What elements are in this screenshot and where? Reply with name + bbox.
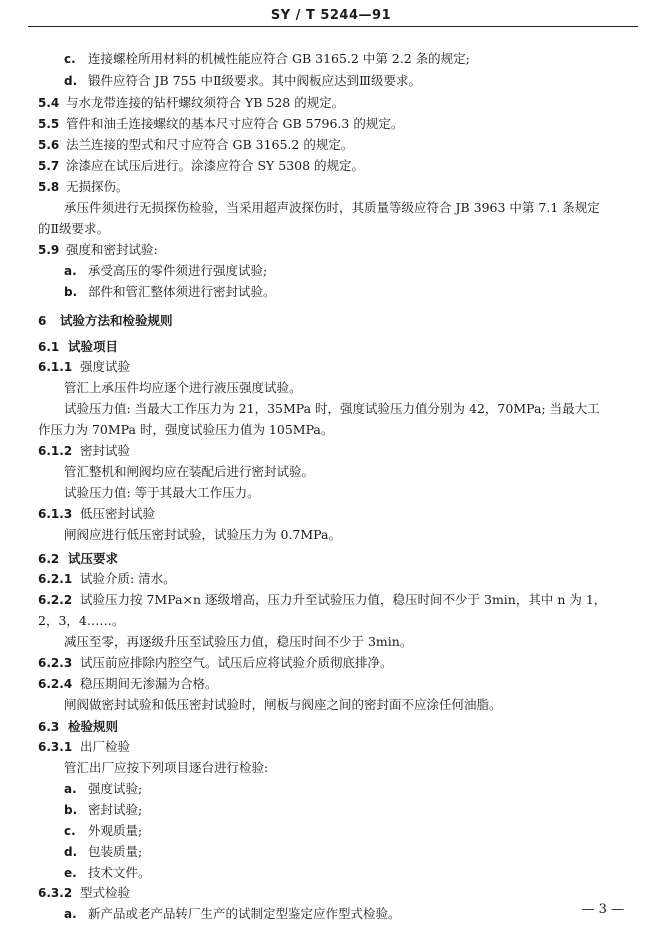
paragraph-line: 减压至零，再逐级升压至试验压力值，稳压时间不少于 3min。 xyxy=(64,634,413,649)
paragraph-line: 管汇出厂应按下列项目逐台进行检验: xyxy=(64,760,269,775)
standard-code-header: SY / T 5244—91 xyxy=(270,8,392,23)
item-text: 密封试验; xyxy=(88,802,143,817)
item-label: a. xyxy=(64,264,77,278)
item-label: b. xyxy=(64,285,78,299)
item-label: d. xyxy=(64,74,78,88)
item-label: c. xyxy=(64,824,76,838)
section-number: 5.7 xyxy=(38,159,60,173)
section-number: 5.4 xyxy=(38,96,60,110)
section-number: 6.1 xyxy=(38,340,60,354)
section-number: 5.6 xyxy=(38,138,60,152)
subsection-title: 强度试验 xyxy=(80,359,131,374)
section-text: 法兰连接的型式和尺寸应符合 GB 3165.2 的规定。 xyxy=(66,137,354,152)
section-title: 试验项目 xyxy=(68,339,119,354)
item-text: 外观质量; xyxy=(88,823,143,838)
item-label: a. xyxy=(64,907,77,921)
section-text: 无损探伤。 xyxy=(66,179,129,194)
paragraph-line: 2，3，4……。 xyxy=(38,613,125,628)
subsection-text: 稳压期间无渗漏为合格。 xyxy=(80,676,218,691)
subsection-number: 6.1.3 xyxy=(38,507,73,521)
chapter-title: 试验方法和检验规则 xyxy=(60,313,173,328)
item-label: a. xyxy=(64,782,77,796)
item-label: e. xyxy=(64,866,77,880)
section-number: 5.8 xyxy=(38,180,60,194)
item-text: 新产品或老产品转厂生产的试制定型鉴定应作型式检验。 xyxy=(88,906,401,921)
paragraph-line: 试验压力值: 当最大工作压力为 21，35MPa 时，强度试验压力值分别为 42，70MPa; 当最大工 xyxy=(64,401,600,416)
subsection-title: 型式检验 xyxy=(80,885,131,900)
subsection-text: 试验压力按 7MPa×n 逐级增高，压力升至试验压力值，稳压时间不少于 3min，其中 n 为 1， xyxy=(80,592,607,607)
paragraph-line: 闸阀应进行低压密封试验，试验压力为 0.7MPa。 xyxy=(64,527,341,542)
item-text: 连接螺栓所用材料的机械性能应符合 GB 3165.2 中第 2.2 条的规定; xyxy=(88,51,470,66)
paragraph-line: 作压力为 70MPa 时，强度试验压力值为 105MPa。 xyxy=(38,422,334,437)
paragraph-line: 闸阀做密封试验和低压密封试验时，闸板与阀座之间的密封面不应涂任何油脂。 xyxy=(64,697,502,712)
item-text: 锻件应符合 JB 755 中Ⅱ级要求。其中阀板应达到Ⅲ级要求。 xyxy=(88,73,422,88)
page-number: — 3 — xyxy=(581,902,624,917)
paragraph-line: 承压件须进行无损探伤检验，当采用超声波探伤时，其质量等级应符合 JB 3963 中第 7.1 条规定 xyxy=(64,200,600,215)
section-number: 5.9 xyxy=(38,243,60,257)
subsection-number: 6.1.1 xyxy=(38,360,73,374)
section-text: 管件和油壬连接螺纹的基本尺寸应符合 GB 5796.3 的规定。 xyxy=(66,116,404,131)
item-label: c. xyxy=(64,52,76,66)
item-text: 包装质量; xyxy=(88,844,143,859)
subsection-number: 6.1.2 xyxy=(38,444,73,458)
item-label: b. xyxy=(64,803,78,817)
section-title: 试压要求 xyxy=(68,551,119,566)
item-text: 承受高压的零件须进行强度试验; xyxy=(88,263,268,278)
subsection-title: 出厂检验 xyxy=(80,739,131,754)
paragraph-line: 试验压力值: 等于其最大工作压力。 xyxy=(64,485,260,500)
subsection-number: 6.2.3 xyxy=(38,656,73,670)
item-text: 技术文件。 xyxy=(88,865,151,880)
subsection-text: 试验介质: 清水。 xyxy=(80,571,176,586)
section-text: 涂漆应在试压后进行。涂漆应符合 SY 5308 的规定。 xyxy=(66,158,365,173)
subsection-title: 密封试验 xyxy=(80,443,131,458)
subsection-title: 低压密封试验 xyxy=(80,506,156,521)
chapter-number: 6 xyxy=(38,314,47,328)
subsection-number: 6.3.2 xyxy=(38,886,73,900)
paragraph-line: 管汇整机和闸阀均应在装配后进行密封试验。 xyxy=(64,464,315,479)
section-number: 5.5 xyxy=(38,117,60,131)
section-title: 检验规则 xyxy=(68,719,119,734)
subsection-number: 6.2.1 xyxy=(38,572,73,586)
section-number: 6.3 xyxy=(38,720,60,734)
subsection-text: 试压前应排除内腔空气。试压后应将试验介质彻底排净。 xyxy=(80,655,393,670)
section-text: 强度和密封试验: xyxy=(66,242,158,257)
paragraph-line: 管汇上承压件均应逐个进行液压强度试验。 xyxy=(64,380,302,395)
section-number: 6.2 xyxy=(38,552,60,566)
subsection-number: 6.3.1 xyxy=(38,740,73,754)
item-label: d. xyxy=(64,845,78,859)
subsection-number: 6.2.4 xyxy=(38,677,73,691)
subsection-number: 6.2.2 xyxy=(38,593,73,607)
item-text: 部件和管汇整体须进行密封试验。 xyxy=(88,284,276,299)
section-text: 与水龙带连接的钻杆螺纹须符合 YB 528 的规定。 xyxy=(66,95,345,110)
header-rule xyxy=(28,26,638,27)
paragraph-line: 的Ⅱ级要求。 xyxy=(38,221,109,236)
item-text: 强度试验; xyxy=(88,781,143,796)
